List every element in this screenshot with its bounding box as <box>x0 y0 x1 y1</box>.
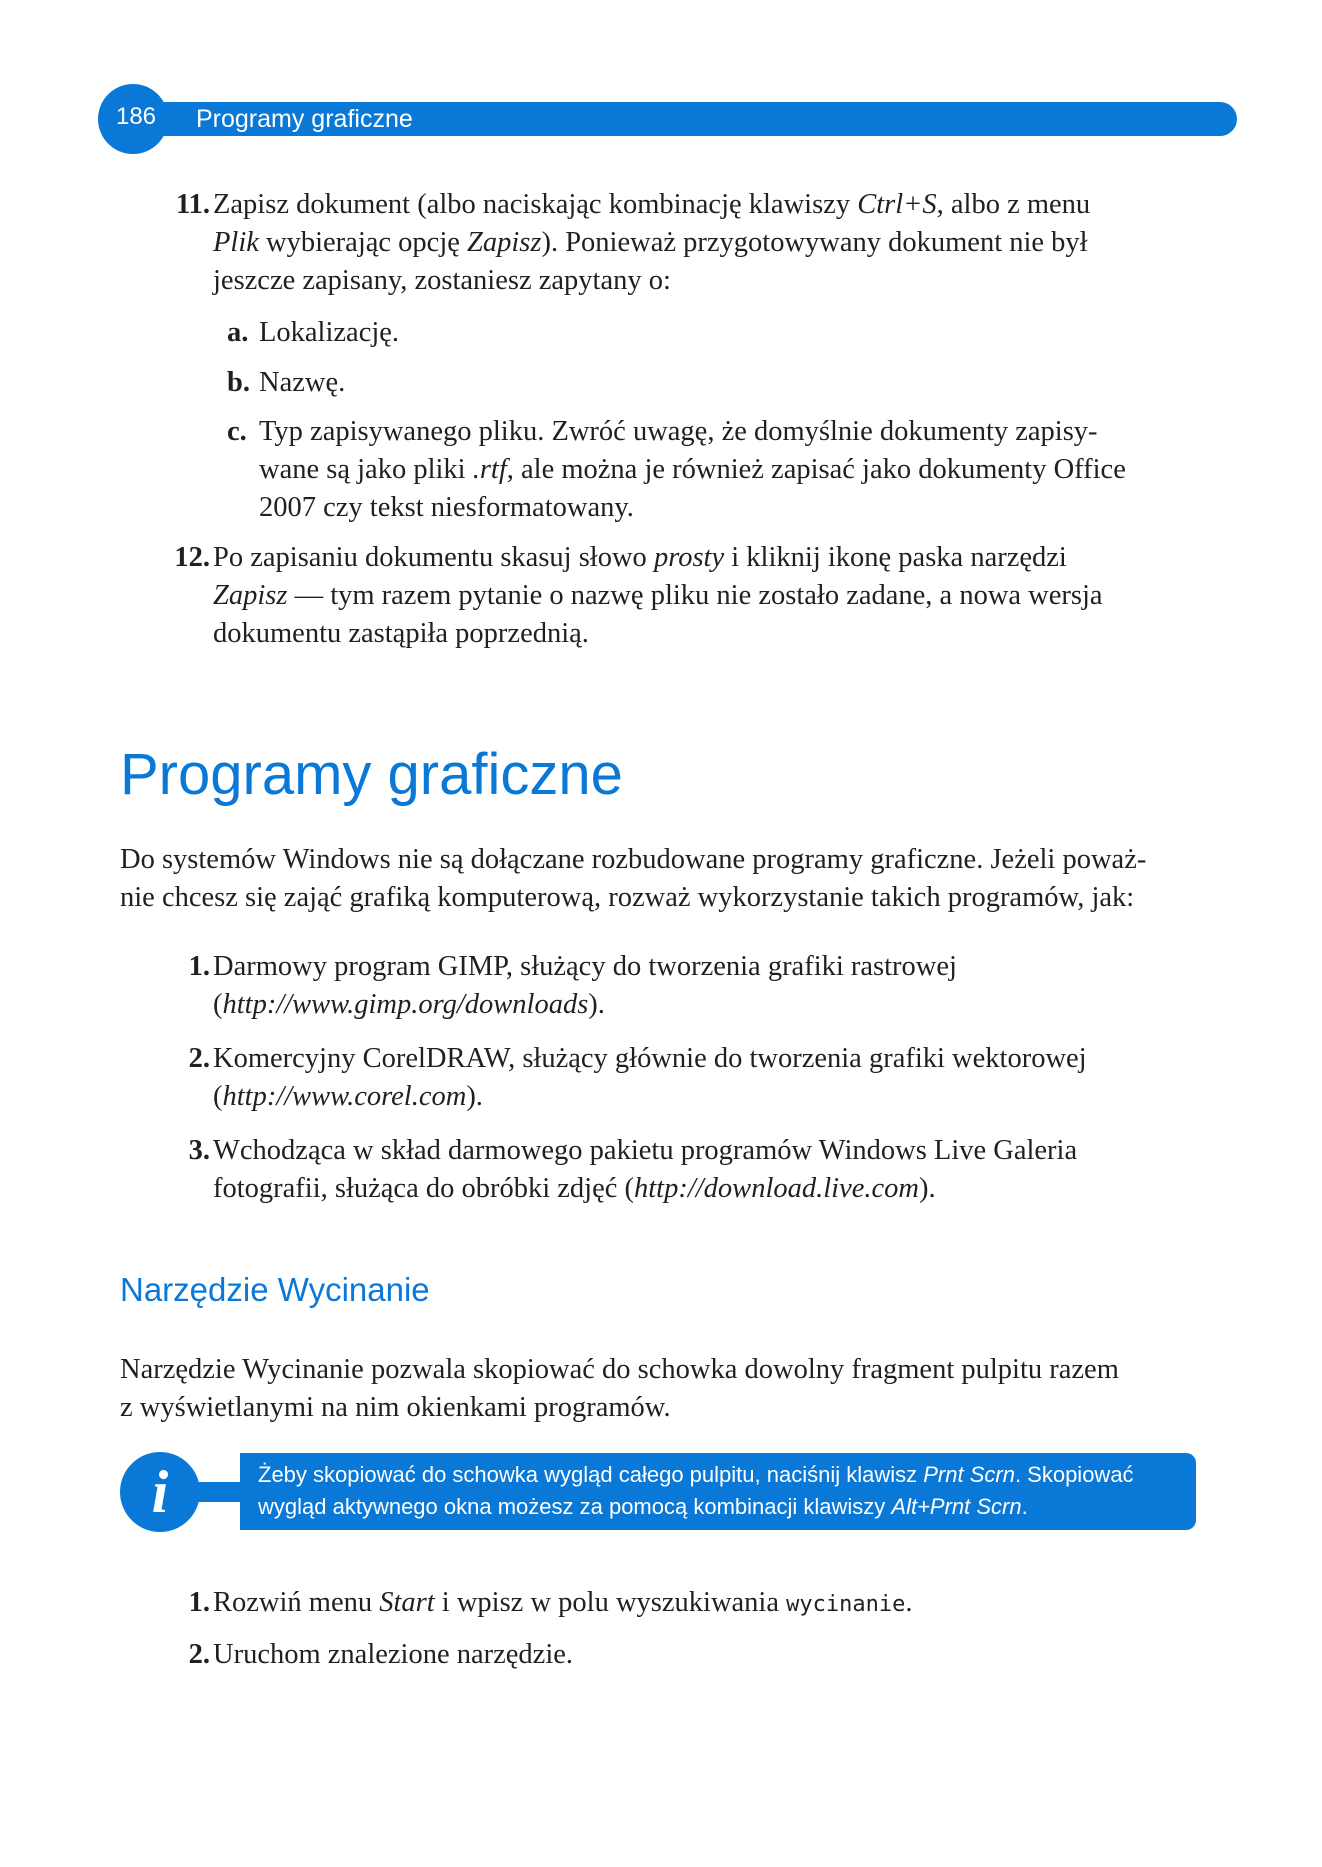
list-text-line: Darmowy program GIMP, służący do tworzenia grafiki rastrowej <box>213 951 957 982</box>
sublist-letter: c. <box>227 416 247 447</box>
subsection-paragraph-line: z wyświetlanymi na nim okienkami programów. <box>120 1392 671 1423</box>
subsection-heading: Narzędzie Wycinanie <box>120 1271 430 1308</box>
list-text-line: fotografii, służąca do obróbki zdjęć (http://download.live.com). <box>213 1173 936 1204</box>
list-text-line: (http://www.corel.com). <box>213 1081 483 1112</box>
list-text-line: Zapisz — tym razem pytanie o nazwę pliku nie zostało zadane, a nowa wersja <box>213 580 1103 611</box>
list-number: 12. <box>174 542 210 573</box>
url-link: http://www.gimp.org/downloads <box>222 989 589 1020</box>
list-number: 11. <box>175 189 210 220</box>
section-heading: Programy graficzne <box>120 742 623 807</box>
code-text: wycinanie <box>786 1592 906 1617</box>
subsection-paragraph-line: Narzędzie Wycinanie pozwala skopiować do schowka dowolny fragment pulpitu razem <box>120 1354 1119 1385</box>
url-link: http://www.corel.com <box>222 1081 467 1112</box>
sublist-text-line: Typ zapisywanego pliku. Zwróć uwagę, że domyślnie dokumenty zapisy- <box>259 416 1098 447</box>
list-number: 2. <box>188 1043 210 1074</box>
intro-paragraph-line: nie chcesz się zająć grafiką komputerową, rozważ wykorzystanie takich programów, jak: <box>120 882 1135 913</box>
running-title: Programy graficzne <box>196 105 413 133</box>
list-text-line: dokumentu zastąpiła poprzednią. <box>213 618 589 649</box>
list-number: 1. <box>188 951 210 982</box>
sublist-text: Lokalizację. <box>259 317 400 348</box>
list-number: 3. <box>188 1135 210 1166</box>
list-text-line: Komercyjny CorelDRAW, służący głównie do tworzenia grafiki wektorowej <box>213 1043 1087 1074</box>
list-text-line: Wchodząca w skład darmowego pakietu programów Windows Live Galeria <box>213 1135 1078 1166</box>
sublist-text-line: wane są jako pliki .rtf, ale można je również zapisać jako dokumenty Office <box>259 454 1126 485</box>
note-text: Żeby skopiować do schowka wygląd całego pulpitu, naciśnij klawisz Prnt Scrn. Skopiować wygląd aktywnego okna możesz za pomocą kombinacji klawiszy Alt+Prnt Scrn. <box>258 1462 1134 1519</box>
step-text: Rozwiń menu Start i wpisz w polu wyszukiwania wycinanie. <box>213 1587 913 1618</box>
list-text-line: Plik wybierając opcję Zapisz). Ponieważ przygotowywany dokument nie był <box>213 227 1088 258</box>
list-text-line: Zapisz dokument (albo naciskając kombinację klawiszy Ctrl+S, albo z menu <box>213 189 1091 220</box>
sublist-text: Nazwę. <box>259 367 346 398</box>
list-text-line: Po zapisaniu dokumentu skasuj słowo prosty i kliknij ikonę paska narzędzi <box>213 542 1067 573</box>
step-text: Uruchom znalezione narzędzie. <box>213 1639 574 1670</box>
intro-paragraph-line: Do systemów Windows nie są dołączane rozbudowane programy graficzne. Jeżeli poważ- <box>120 844 1147 875</box>
list-text-line: jeszcze zapisany, zostaniesz zapytany o: <box>213 265 671 296</box>
page-number: 186 <box>115 103 157 130</box>
step-number: 1. <box>188 1587 210 1618</box>
sublist-letter: a. <box>227 317 249 348</box>
sublist-text-line: 2007 czy tekst niesformatowany. <box>259 492 634 523</box>
sublist-letter: b. <box>227 367 250 398</box>
step-number: 2. <box>188 1639 210 1670</box>
url-link: http://download.live.com <box>634 1173 919 1204</box>
info-icon: i <box>151 1459 169 1525</box>
list-text-line: (http://www.gimp.org/downloads). <box>213 989 605 1020</box>
